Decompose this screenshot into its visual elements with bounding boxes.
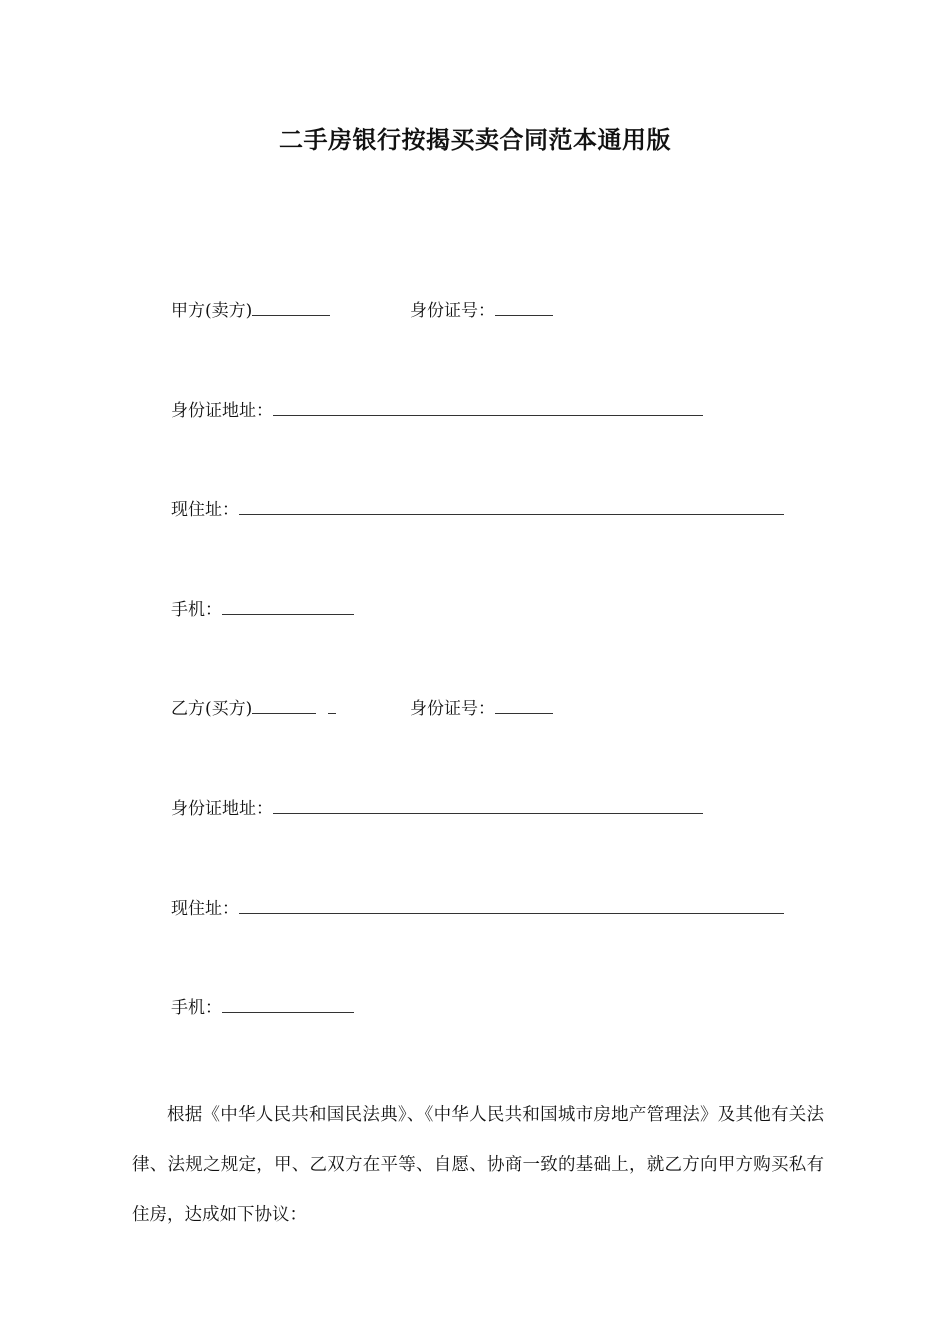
buyer-phone-field [171,994,354,1020]
buyer-phone-label: 手机： [171,998,222,1018]
seller-current-address-label: 现住址： [171,500,239,520]
buyer-current-address-field [171,895,784,921]
buyer-party-field [171,695,336,721]
seller-party-field [171,297,330,323]
seller-id-address-field [171,397,703,423]
seller-phone-blank[interactable] [222,596,354,615]
buyer-id-address-label: 身份证地址： [171,799,273,819]
seller-id-address-blank[interactable] [273,397,703,416]
seller-id-address-label: 身份证地址： [171,401,273,421]
buyer-current-address-label: 现住址： [171,899,239,919]
buyer-id-number-blank[interactable] [495,695,553,714]
seller-current-address-field [171,496,784,522]
buyer-current-address-blank[interactable] [239,895,784,914]
buyer-id-number-field [410,695,553,721]
buyer-party-label: 乙方(买方) [171,699,253,719]
buyer-name-blank[interactable] [252,695,316,714]
buyer-phone-blank[interactable] [222,994,354,1013]
buyer-id-address-blank[interactable] [273,795,703,814]
seller-current-address-blank[interactable] [239,496,784,515]
seller-id-number-label: 身份证号： [410,301,495,321]
seller-party-label: 甲方(卖方) [171,301,253,321]
buyer-id-number-label: 身份证号： [410,699,495,719]
seller-phone-field [171,596,354,622]
seller-phone-label: 手机： [171,600,222,620]
seller-name-blank[interactable] [252,297,330,316]
preamble-paragraph: 根据《中华人民共和国民法典》、《中华人民共和国城市房地产管理法》及其他有关法律、法规之规定，甲、乙双方在平等、自愿、协商一致的基础上，就乙方向甲方购买私有住房，达成如下协议： [132,1105,824,1225]
seller-id-number-field [410,297,553,323]
seller-id-number-blank[interactable] [495,297,553,316]
document-title: 二手房银行按揭买卖合同范本通用版 [279,126,671,154]
buyer-name-blank-tail [328,695,336,714]
buyer-id-address-field [171,795,703,821]
